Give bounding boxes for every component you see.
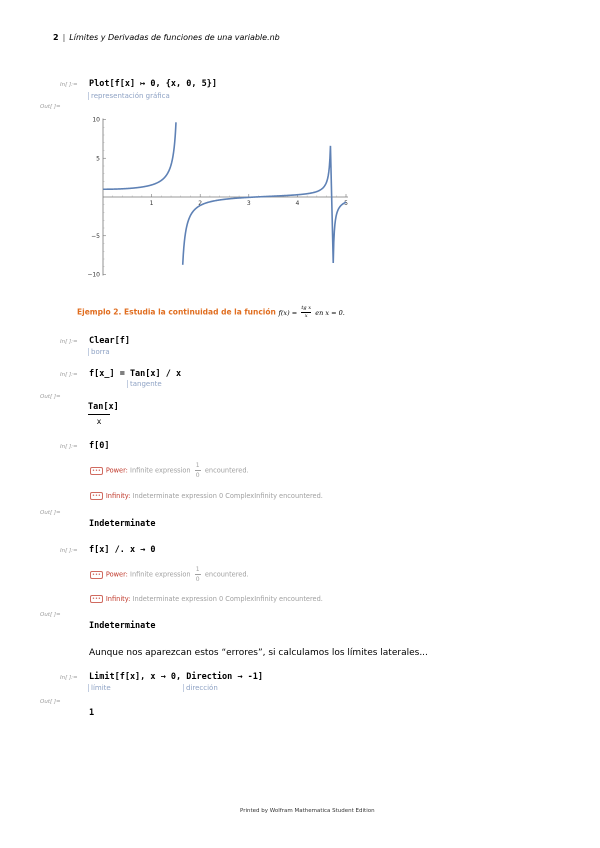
message-tag[interactable]: Infinity: (105, 595, 131, 603)
message-icon[interactable]: ••• (92, 467, 101, 474)
y-tick-label: 10 (92, 116, 100, 124)
plot-input-code[interactable]: Plot[f[x] ↦ 0, {x, 0, 5}] (89, 79, 217, 89)
definition-input-code[interactable]: f[x_] = Tan[x] / x (89, 369, 182, 379)
message-icon[interactable]: ••• (92, 571, 101, 578)
substitution-input-code[interactable]: f[x] /. x → 0 (89, 545, 156, 555)
formula-tail: en x = 0. (315, 308, 345, 317)
message-icon[interactable]: ••• (92, 493, 101, 499)
notebook-title: Límites y Derivadas de funciones de una variable.nb (69, 33, 280, 42)
formula-lhs: f(x) = (278, 308, 298, 317)
infinity-message (90, 492, 323, 500)
example-text: Ejemplo 2. Estudia la continuidad de la función (77, 307, 276, 317)
y-tick-label: 5 (96, 155, 100, 163)
frac-den: 0 (195, 576, 200, 583)
output-label: Out[ ]= (40, 699, 61, 705)
f0-output: Indeterminate (89, 519, 156, 529)
x-tick-label: 4 (295, 200, 300, 207)
input-label: In[ ]:= (60, 444, 78, 450)
message-tag[interactable]: Power: (105, 466, 128, 475)
direction-hint[interactable]: dirección (183, 684, 218, 692)
infinity-message (90, 595, 323, 603)
message-tag[interactable]: Power: (105, 570, 128, 579)
plot-chart (86, 112, 356, 280)
explanation-text: Aunque nos aparezcan estos “errores”, si calculamos los límites laterales... (89, 648, 428, 658)
example-2-heading (77, 306, 345, 319)
message-icon[interactable]: ••• (92, 596, 101, 602)
input-label: In[ ]:= (60, 548, 78, 554)
page-footer: Printed by Wolfram Mathematica Student Edition (240, 808, 375, 814)
example-formula (278, 305, 345, 319)
output-label: Out[ ]= (40, 104, 61, 110)
input-label: In[ ]:= (60, 372, 78, 378)
output-label: Out[ ]= (40, 612, 61, 618)
message-fraction (195, 566, 201, 583)
message-text: Indeterminate expression 0 ComplexInfinity encountered. (132, 595, 323, 603)
curve-branch-right (183, 146, 346, 265)
output-label: Out[ ]= (40, 510, 61, 516)
input-label: In[ ]:= (60, 82, 78, 88)
formula-num: tg x (301, 305, 312, 311)
message-fraction (195, 462, 201, 479)
frac-num: 1 (195, 462, 200, 469)
clear-input-code[interactable]: Clear[f] (89, 336, 130, 346)
header-separator: | (62, 33, 66, 42)
x-tick-label: 2 (198, 200, 203, 207)
fraction-bar (88, 414, 110, 415)
input-label: In[ ]:= (60, 339, 78, 345)
frac-num: 1 (195, 566, 200, 573)
message-text: Indeterminate expression 0 ComplexInfinity encountered. (132, 492, 323, 500)
power-message (90, 566, 249, 583)
clear-hint[interactable]: borra (88, 348, 110, 356)
y-tick-label: −5 (91, 232, 100, 240)
y-tick-label: −10 (87, 271, 100, 279)
frac-den: 0 (195, 472, 200, 479)
output-numerator: Tan[x] (88, 402, 119, 412)
limit-input-code[interactable]: Limit[f[x], x → 0, Direction → -1] (89, 672, 263, 682)
x-tick-label: 3 (246, 200, 251, 207)
limit-output: 1 (89, 708, 95, 718)
output-denominator: x (96, 417, 102, 426)
formula-den: x (304, 313, 308, 319)
formula-fraction (301, 306, 311, 319)
page-header (53, 33, 280, 42)
curve-branch-left (103, 122, 176, 189)
tangent-hint[interactable]: tangente (127, 380, 162, 388)
power-message (90, 462, 249, 479)
plot-hint[interactable]: representación gráfica (88, 92, 170, 100)
f0-input-code[interactable]: f[0] (89, 441, 110, 451)
substitution-output: Indeterminate (89, 621, 156, 631)
input-label: In[ ]:= (60, 675, 78, 681)
x-tick-label: 5 (344, 200, 348, 207)
message-text-a: Infinite expression (130, 570, 191, 579)
limit-hint[interactable]: límite (88, 684, 111, 692)
definition-output-fraction (88, 402, 119, 426)
message-text-b: encountered. (204, 466, 249, 475)
message-text-b: encountered. (204, 570, 249, 579)
message-text-a: Infinite expression (130, 466, 191, 475)
x-tick-label: 1 (149, 200, 154, 207)
output-label: Out[ ]= (40, 394, 61, 400)
page-number: 2 (53, 33, 59, 42)
message-tag[interactable]: Infinity: (105, 492, 131, 500)
